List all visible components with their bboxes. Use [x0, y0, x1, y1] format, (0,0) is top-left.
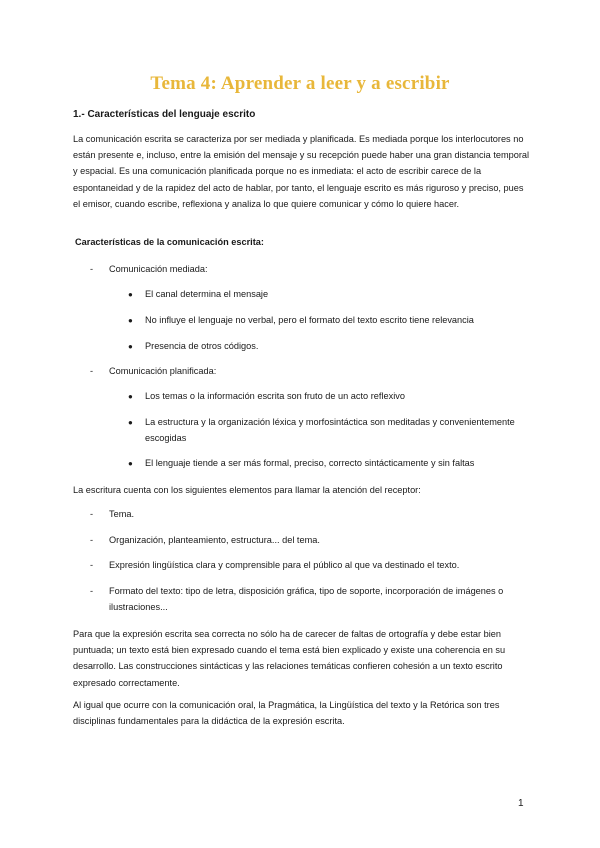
page-title: Tema 4: Aprender a leer y a escribir: [150, 73, 450, 94]
bullet-marker: ●: [128, 316, 133, 325]
bullet-marker: ●: [128, 290, 133, 299]
dash-marker: -: [90, 509, 94, 519]
bullet-text: El canal determina el mensaje: [145, 289, 269, 299]
disciplines-paragraph: Al igual que ocurre con la comunicación oral, la Pragmática, la Lingüística del texto y la Retórica son tres disciplinas fundamentales para la didáctica de la expresión escrita.: [73, 700, 500, 727]
bullet-text: Presencia de otros códigos.: [145, 341, 259, 351]
bullet-marker: ●: [128, 459, 133, 468]
bullet-marker: ●: [128, 342, 133, 351]
correctness-paragraph: Para que la expresión escrita sea correcta no sólo ha de carecer de faltas de ortografía y debe estar bien puntuada; un texto está bien expresado cuando el tema está bien explicado y existe una coherencia en su desarrollo. Las construcciones sintácticas y las relaciones temáticas confieren cohesión a un texto escrito expresado correctamente.: [73, 629, 506, 688]
element-text: Formato del texto: tipo de letra, disposición gráfica, tipo de soporte, incorporación de imágenes o ilustraciones...: [109, 586, 504, 612]
section-heading: 1.- Características del lenguaje escrito: [73, 109, 256, 120]
element-text: Organización, planteamiento, estructura... del tema.: [109, 535, 320, 545]
characteristics-heading: Características de la comunicación escrita:: [75, 237, 264, 247]
element-text: Expresión lingüística clara y comprensible para el público al que va destinado el texto.: [109, 560, 460, 570]
intro-paragraph: La comunicación escrita se caracteriza por ser mediada y planificada. Es mediada porque los interlocutores no están presente e, incluso, entre la emisión del mensaje y su recepción puede haber una gran distancia temporal y espacial. Es una comunicación planificada porque no es inmediata: el acto de escribir carece de la espontaneidad y de la rapidez del acto de hablar, por tanto, el lenguaje escrito es más riguroso y preciso, pues el emisor, cuando escribe, reflexiona y analiza lo que quiere comunicar y cómo lo quiere hacer.: [73, 134, 530, 209]
dash-marker: -: [90, 264, 94, 274]
elements-intro: La escritura cuenta con los siguientes elementos para llamar la atención del receptor:: [73, 485, 421, 495]
group-label: Comunicación planificada:: [109, 366, 217, 376]
group-label: Comunicación mediada:: [109, 264, 208, 274]
page-number: 1: [518, 798, 524, 809]
dash-marker: -: [90, 586, 94, 596]
bullet-marker: ●: [128, 392, 133, 401]
bullet-text: El lenguaje tiende a ser más formal, preciso, correcto sintácticamente y sin faltas: [145, 458, 475, 468]
dash-marker: -: [90, 366, 94, 376]
dash-marker: -: [90, 560, 94, 570]
element-text: Tema.: [109, 509, 135, 519]
bullet-text: No influye el lenguaje no verbal, pero el formato del texto escrito tiene relevancia: [145, 315, 474, 325]
bullet-marker: ●: [128, 418, 133, 427]
dash-marker: -: [90, 535, 94, 545]
bullet-text: Los temas o la información escrita son fruto de un acto reflexivo: [145, 391, 405, 401]
bullet-text: La estructura y la organización léxica y morfosintáctica son meditadas y convenientemente escogidas: [145, 417, 515, 443]
